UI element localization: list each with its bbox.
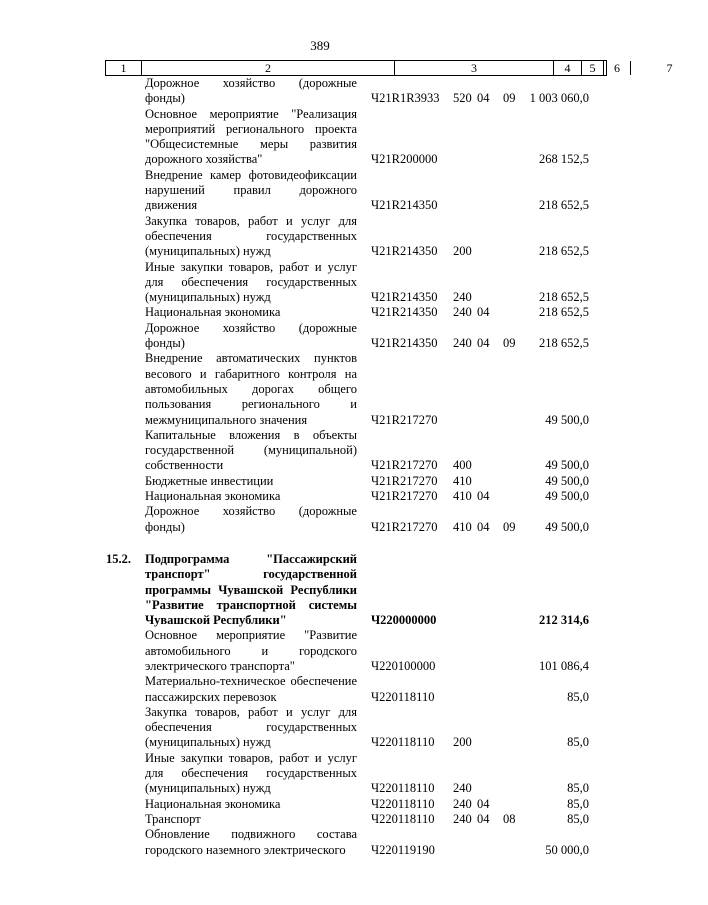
amount: 218 652,5 [539, 305, 589, 320]
item-name: Подпрограмма "Пассажирский транспорт" государственной программы Чувашской Республики "Развитие транспортной системы Чувашской Республики" [145, 551, 357, 628]
table-row [0, 797, 640, 812]
item-name: Закупка товаров, работ и услуг для обеспечения государственных (муниципальных) нужд [145, 213, 357, 259]
header-col-5: 5 [582, 61, 604, 75]
item-name: Национальная экономика [145, 489, 281, 504]
table-header [105, 60, 673, 76]
amount: 49 500,0 [545, 473, 589, 488]
expense-type-code: 200 [453, 735, 472, 750]
target-code: Ч220118110 [371, 796, 435, 811]
item-name: Дорожное хозяйство (дорожные фонды) [145, 504, 357, 534]
expense-type-code: 240 [453, 796, 472, 811]
section-code: 04 [477, 489, 490, 504]
target-code: Ч21R200000 [371, 152, 438, 167]
amount: 212 314,6 [539, 613, 589, 628]
table-row [0, 504, 640, 535]
header-col-1: 1 [106, 61, 142, 75]
table-row [0, 168, 640, 214]
amount: 49 500,0 [545, 412, 589, 427]
section-code: 04 [477, 91, 490, 106]
target-code: Ч21R214350 [371, 336, 438, 351]
amount: 218 652,5 [539, 198, 589, 213]
expense-type-code: 240 [453, 811, 472, 826]
target-code: Ч21R214350 [371, 244, 438, 259]
item-name: Иные закупки товаров, работ и услуг для обеспечения государственных (муниципальных) нужд [145, 259, 357, 305]
subsection-code: 09 [503, 519, 516, 534]
subsection-code: 09 [503, 91, 516, 106]
item-name: Внедрение камер фотовидеофиксации нарушений правил дорожного движения [145, 167, 357, 213]
table-row [0, 321, 640, 352]
table-row [0, 705, 640, 751]
table-row [0, 107, 640, 168]
item-name: Основное мероприятие "Развитие автомобильного и городского электрического транспорта" [145, 628, 357, 673]
table-row [0, 489, 640, 504]
expense-type-code: 520 [453, 91, 472, 106]
item-name: Бюджетные инвестиции [145, 473, 274, 488]
header-col-2: 2 [142, 61, 395, 75]
table-body [0, 76, 640, 858]
table-row [0, 674, 640, 705]
section-code: 04 [477, 336, 490, 351]
item-name: Закупка товаров, работ и услуг для обеспечения государственных (муниципальных) нужд [145, 704, 357, 750]
item-name: Национальная экономика [145, 305, 281, 320]
table-row [0, 351, 640, 427]
header-col-6: 6 [604, 61, 631, 75]
target-code: Ч21R217270 [371, 519, 438, 534]
subsection-code: 09 [503, 336, 516, 351]
header-col-4: 4 [554, 61, 582, 75]
amount: 85,0 [567, 796, 589, 811]
table-row [0, 305, 640, 320]
amount: 268 152,5 [539, 152, 589, 167]
item-name: Внедрение автоматических пунктов весового и габаритного контроля на автомобильных дорогах общего пользования регионального и межмуниципального значения [145, 351, 357, 427]
item-name: Дорожное хозяйство (дорожные фонды) [145, 320, 357, 351]
table-row [0, 827, 640, 858]
amount: 85,0 [567, 781, 589, 796]
target-code: Ч220119190 [371, 842, 435, 857]
section-number: 15.2. [106, 551, 131, 566]
amount: 49 500,0 [545, 489, 589, 504]
table-row [0, 552, 640, 628]
target-code: Ч21R1R3933 [371, 91, 440, 106]
table-row [0, 428, 640, 474]
target-code: Ч220118110 [371, 781, 435, 796]
table-row [0, 76, 640, 107]
amount: 218 652,5 [539, 244, 589, 259]
amount: 218 652,5 [539, 290, 589, 305]
expense-type-code: 240 [453, 290, 472, 305]
expense-type-code: 410 [453, 519, 472, 534]
item-name: Обновление подвижного состава городского наземного электрического [145, 827, 357, 857]
section-code: 04 [477, 811, 490, 826]
item-name: Иные закупки товаров, работ и услуг для обеспечения государственных (муниципальных) нужд [145, 750, 357, 796]
target-code: Ч220118110 [371, 735, 435, 750]
section-code: 04 [477, 519, 490, 534]
amount: 218 652,5 [539, 336, 589, 351]
page-number: 389 [310, 38, 330, 53]
table-row [0, 474, 640, 489]
item-name: Транспорт [145, 811, 201, 826]
amount: 101 086,4 [539, 658, 589, 673]
item-name: Основное мероприятие "Реализация мероприятий регионального проекта "Общесистемные меры развития дорожного хозяйства" [145, 106, 357, 167]
header-col-7: 7 [666, 61, 673, 75]
header-col-3: 3 [395, 61, 554, 75]
table-row [0, 751, 640, 797]
expense-type-code: 410 [453, 489, 472, 504]
expense-type-code: 240 [453, 336, 472, 351]
table-row [0, 812, 640, 827]
target-code: Ч21R217270 [371, 473, 438, 488]
section-code: 04 [477, 796, 490, 811]
subsection-code: 08 [503, 811, 516, 826]
expense-type-code: 240 [453, 305, 472, 320]
item-name: Материально-техническое обеспечение пассажирских перевозок [145, 674, 357, 704]
section-code: 04 [477, 305, 490, 320]
amount: 49 500,0 [545, 519, 589, 534]
amount: 85,0 [567, 689, 589, 704]
expense-type-code: 400 [453, 458, 472, 473]
item-name: Капитальные вложения в объекты государственной (муниципальной) собственности [145, 427, 357, 473]
target-code: Ч220118110 [371, 689, 435, 704]
target-code: Ч21R217270 [371, 412, 438, 427]
target-code: Ч220100000 [371, 658, 436, 673]
target-code: Ч220118110 [371, 811, 435, 826]
expense-type-code: 240 [453, 781, 472, 796]
expense-type-code: 200 [453, 244, 472, 259]
expense-type-code: 410 [453, 473, 472, 488]
amount: 85,0 [567, 811, 589, 826]
item-name: Дорожное хозяйство (дорожные фонды) [145, 76, 357, 106]
amount: 49 500,0 [545, 458, 589, 473]
amount: 50 000,0 [545, 842, 589, 857]
amount: 1 003 060,0 [529, 91, 589, 106]
item-name: Национальная экономика [145, 796, 281, 811]
table-row [0, 214, 640, 260]
target-code: Ч21R217270 [371, 458, 438, 473]
table-row [0, 260, 640, 306]
amount: 85,0 [567, 735, 589, 750]
target-code: Ч220000000 [371, 613, 437, 628]
target-code: Ч21R214350 [371, 290, 438, 305]
table-row [0, 628, 640, 674]
target-code: Ч21R214350 [371, 305, 438, 320]
target-code: Ч21R214350 [371, 198, 438, 213]
target-code: Ч21R217270 [371, 489, 438, 504]
